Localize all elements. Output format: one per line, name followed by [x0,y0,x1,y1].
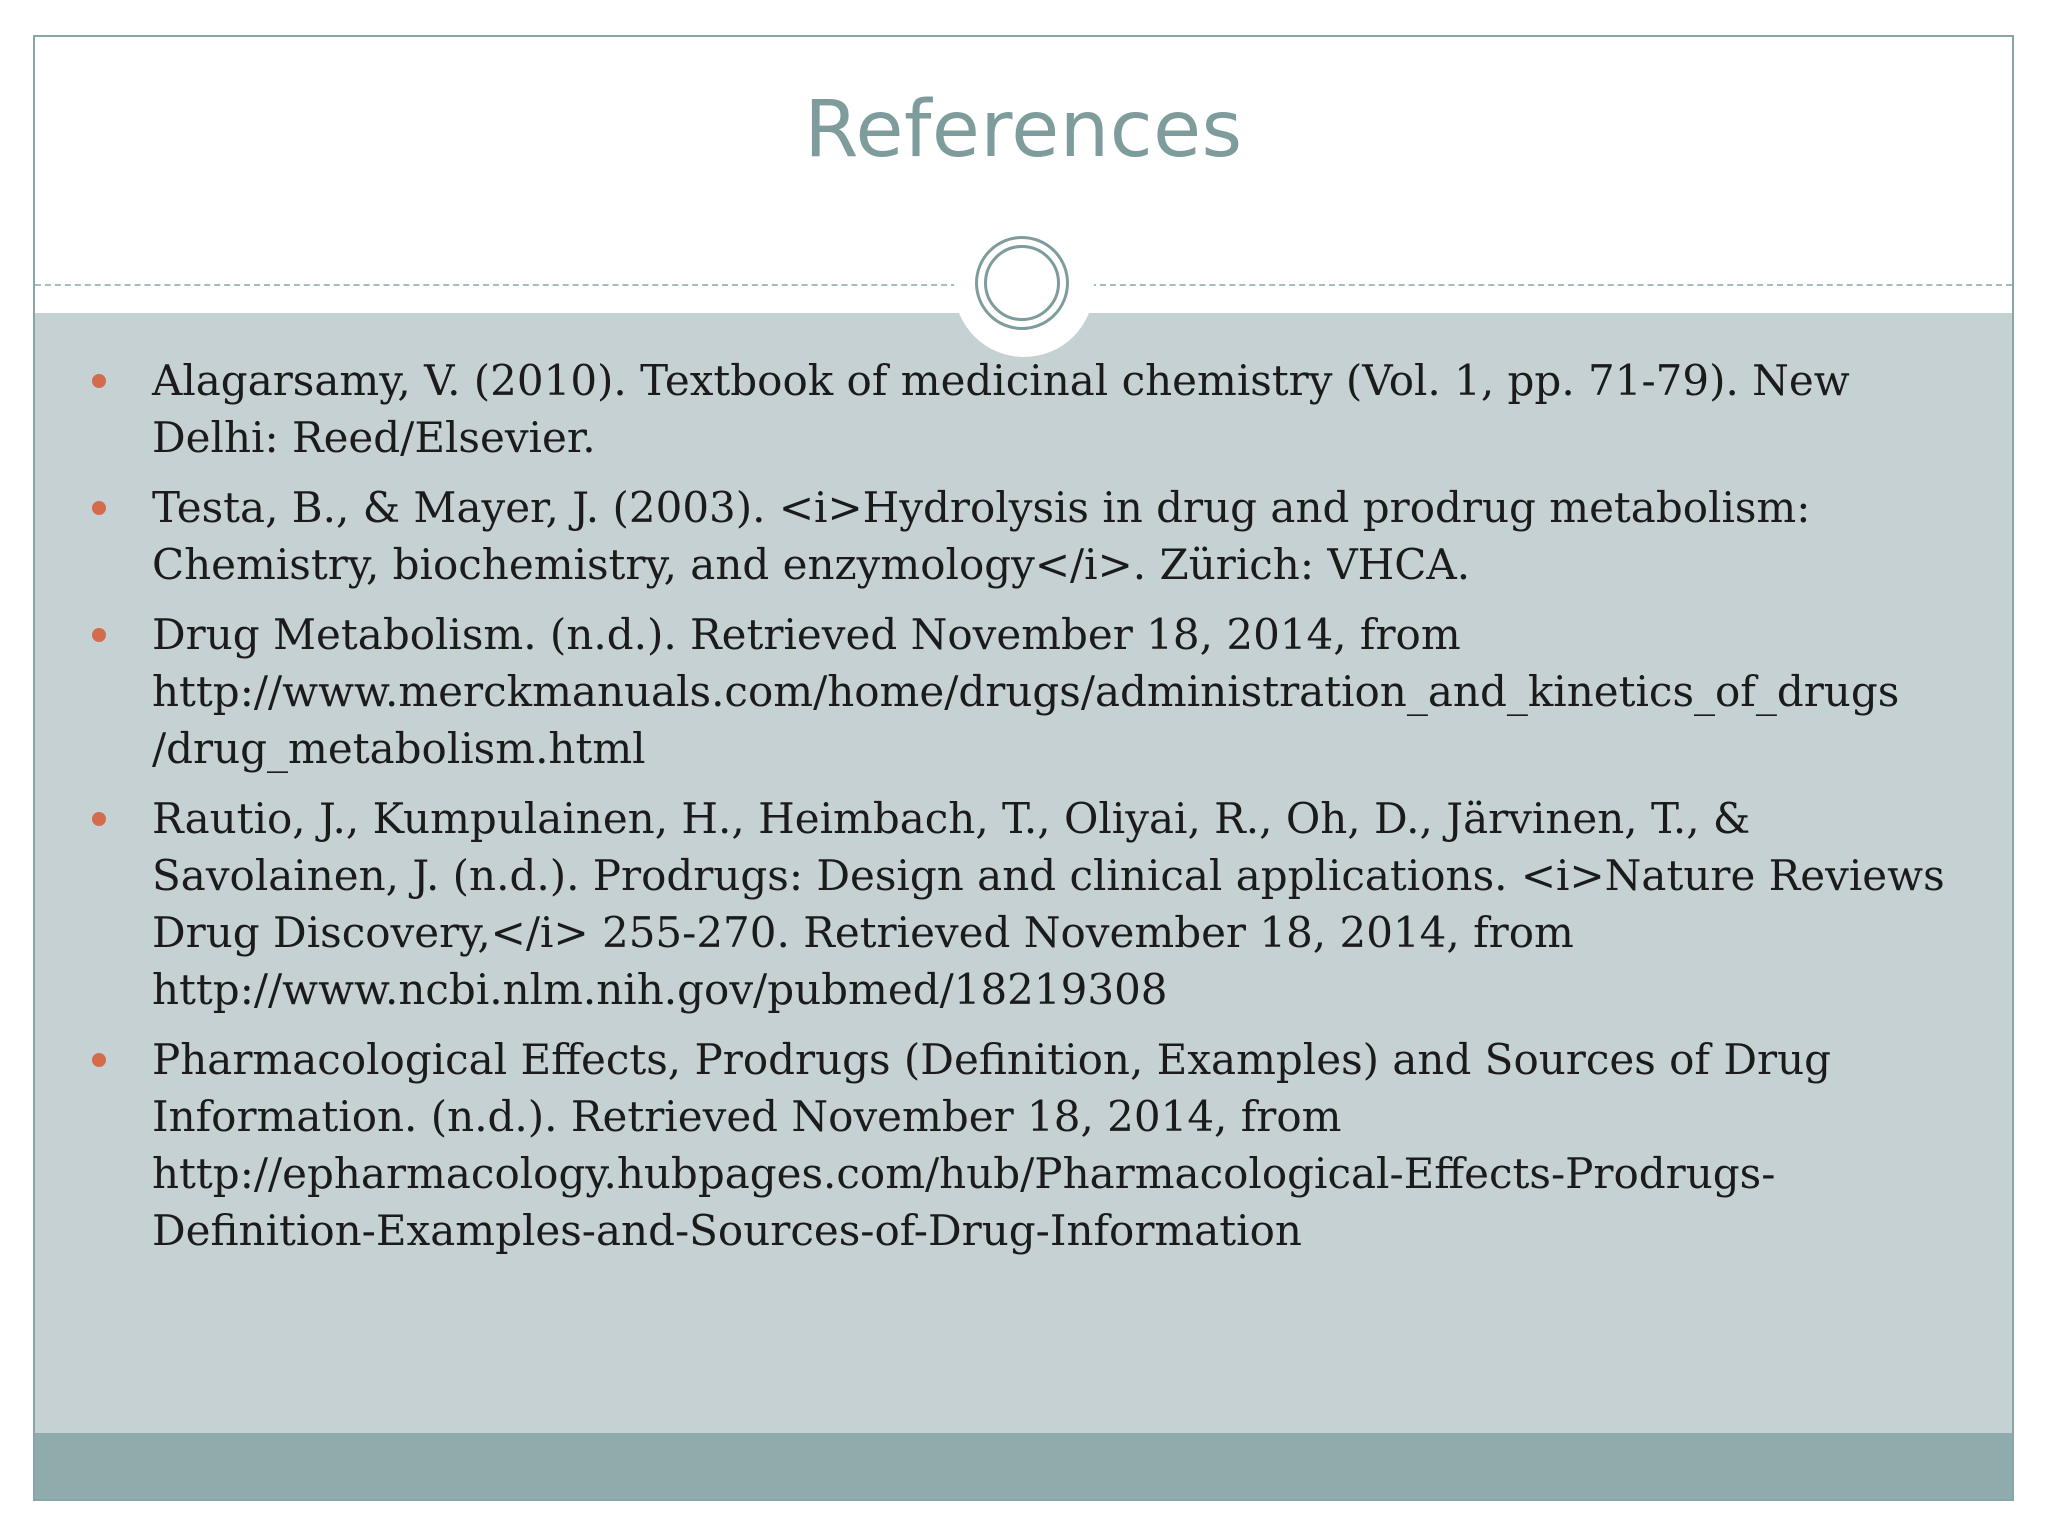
bullet-icon [92,501,106,515]
reference-text: Drug Metabolism. (n.d.). Retrieved November 18, 2014, from http://www.merckmanuals.com/home/drugs/administration_and_kinetics_of_drugs /drug_metabolism.html [152,610,1900,773]
reference-text: Testa, B., & Mayer, J. (2003). <i>Hydrolysis in drug and prodrug metabolism: Chemistry, biochemistry, and enzymology</i>. Zürich: VHCA. [152,483,1811,589]
list-item [35,479,2014,593]
double-circle-icon [954,217,1094,357]
bullet-icon [92,374,106,388]
list-item [35,1031,2014,1259]
title-divider-left [35,284,957,286]
title-divider-right [1090,284,2012,286]
slide-title: References [804,85,1243,175]
inner-ring [984,245,1060,321]
reference-list [35,352,2014,1272]
list-item [35,790,2014,1018]
reference-text: Pharmacological Effects, Prodrugs (Definition, Examples) and Sources of Drug Information. (n.d.). Retrieved November 18, 2014, from http://epharmacology.hubpages.com/hub/Pharmacological-Effects-Prodrugs- Definition-Examples-and-Sources-of-Drug-Information [152,1035,1832,1255]
footer-band [35,1433,2012,1499]
list-item [35,606,2014,777]
bullet-icon [92,628,106,642]
bullet-icon [92,812,106,826]
reference-text: Alagarsamy, V. (2010). Textbook of medicinal chemistry (Vol. 1, pp. 71-79). New Delhi: Reed/Elsevier. [152,356,1850,462]
slide [33,35,2014,1501]
reference-text: Rautio, J., Kumpulainen, H., Heimbach, T., Oliyai, R., Oh, D., Järvinen, T., & Savolainen, J. (n.d.). Prodrugs: Design and clinical applications. <i>Nature Reviews Drug Discovery,</i> 255-270. Retrieved November 18, 2014, from http://www.ncbi.nlm.nih.gov/pubmed/18219308 [152,794,1945,1014]
list-item [35,352,2014,466]
bullet-icon [92,1053,106,1067]
